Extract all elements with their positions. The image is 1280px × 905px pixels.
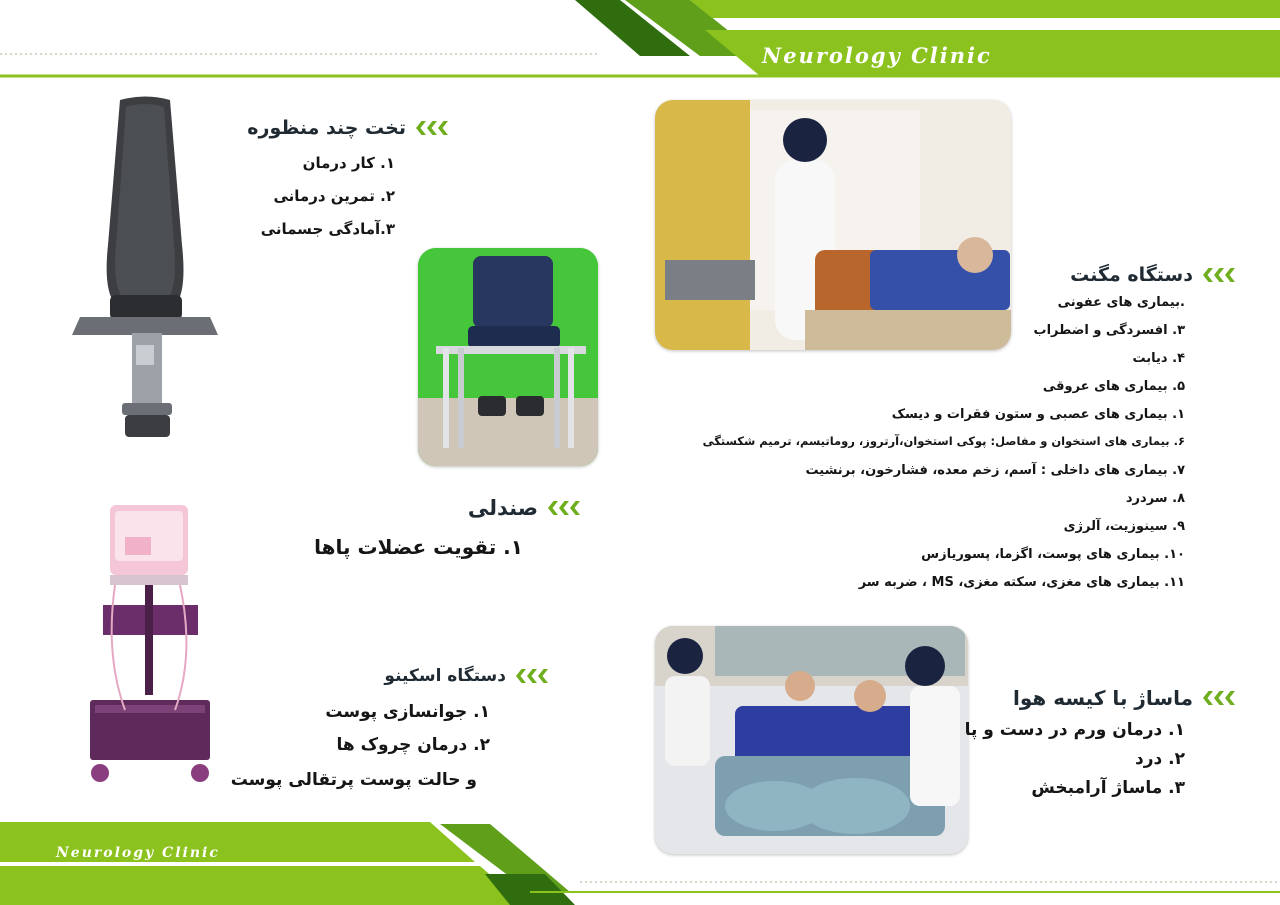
list-item: ۴. دیابت bbox=[1132, 351, 1185, 366]
header-brand: Neurology Clinic bbox=[762, 43, 992, 68]
list-item: ۱. بیماری های عصبی و ستون فقرات و دیسک bbox=[891, 407, 1185, 422]
list-item: ۳. ماساژ آرامبخش bbox=[1031, 778, 1185, 798]
multi-bed-list bbox=[261, 156, 395, 237]
list-item: .بیماری های عفونی bbox=[1057, 295, 1185, 310]
multi-bed-heading bbox=[247, 117, 448, 139]
list-item: ۵. بیماری های عروقی bbox=[1042, 379, 1185, 394]
footer-band bbox=[0, 822, 1280, 905]
magnet-heading bbox=[1070, 264, 1235, 286]
list-item: ۷. بیماری های داخلی : آسم، زخم معده، فشارخون، برنشیت bbox=[805, 463, 1185, 478]
chevrons-icon bbox=[416, 121, 448, 135]
skino-list bbox=[325, 704, 490, 770]
multi-bed-title: تخت چند منظوره bbox=[247, 117, 406, 139]
list-item: ۱۰. بیماری های پوست، اگزما، پسوریازس bbox=[921, 547, 1185, 562]
footer-brand: Neurology Clinic bbox=[56, 845, 220, 861]
list-item: ۹. سینوزیت، آلرژی bbox=[1063, 519, 1185, 534]
list-item: ۱. درمان ورم در دست و پا bbox=[964, 720, 1185, 740]
list-item: ۲. درد bbox=[1134, 749, 1185, 769]
chair-image bbox=[418, 248, 598, 466]
list-item: ۲. تمرین درمانی bbox=[273, 187, 395, 205]
chevrons-icon bbox=[548, 501, 580, 515]
magnet-title: دستگاه مگنت bbox=[1070, 264, 1193, 286]
multi-purpose-bed-image bbox=[70, 95, 220, 445]
list-item: ۱. تقویت عضلات پاها bbox=[314, 535, 523, 559]
multi-bed-section bbox=[247, 117, 448, 139]
list-item: ۶. بیماری های استخوان و مفاصل: پوکی استخوان،آرتروز، روماتیسم، ترمیم شکستگی bbox=[702, 434, 1185, 448]
list-item: ۱۱. بیماری های مغزی، سکته مغزی، MS ، ضربه سر bbox=[858, 575, 1185, 590]
chair-heading bbox=[468, 496, 580, 520]
chevrons-icon bbox=[1203, 691, 1235, 705]
header-decoration bbox=[0, 0, 1280, 80]
magnet-list bbox=[703, 296, 1185, 604]
chair-title: صندلی bbox=[467, 496, 538, 520]
list-item: ۲. درمان چروک ها bbox=[336, 735, 490, 755]
list-item: ۱. کار درمان bbox=[302, 154, 395, 172]
list-item: ۸. سردرد bbox=[1125, 491, 1185, 506]
skino-title: دستگاه اسکینو bbox=[384, 666, 506, 686]
header-band bbox=[0, 0, 1280, 80]
chair-list bbox=[314, 537, 523, 557]
magnet-section bbox=[1070, 264, 1235, 286]
footer-decoration bbox=[0, 822, 1280, 905]
list-item: ۳.آمادگی جسمانی bbox=[260, 220, 395, 238]
air-massage-section bbox=[1013, 686, 1235, 710]
air-massage-image bbox=[655, 626, 968, 854]
skino-list-continued: و حالت پوست پرتقالی پوست bbox=[230, 770, 477, 790]
skino-section bbox=[384, 666, 548, 686]
skino-device-image bbox=[85, 495, 230, 785]
air-massage-heading bbox=[1013, 686, 1235, 710]
chevrons-icon bbox=[1203, 268, 1235, 282]
chair-section bbox=[468, 496, 580, 520]
list-item: ۱. جوانسازی پوست bbox=[325, 702, 490, 722]
air-massage-list bbox=[965, 722, 1185, 809]
skino-heading bbox=[384, 666, 548, 686]
air-massage-title: ماساژ با کیسه هوا bbox=[1012, 686, 1193, 710]
list-item: ۳. افسردگی و اضطراب bbox=[1033, 323, 1185, 338]
chevrons-icon bbox=[516, 669, 548, 683]
